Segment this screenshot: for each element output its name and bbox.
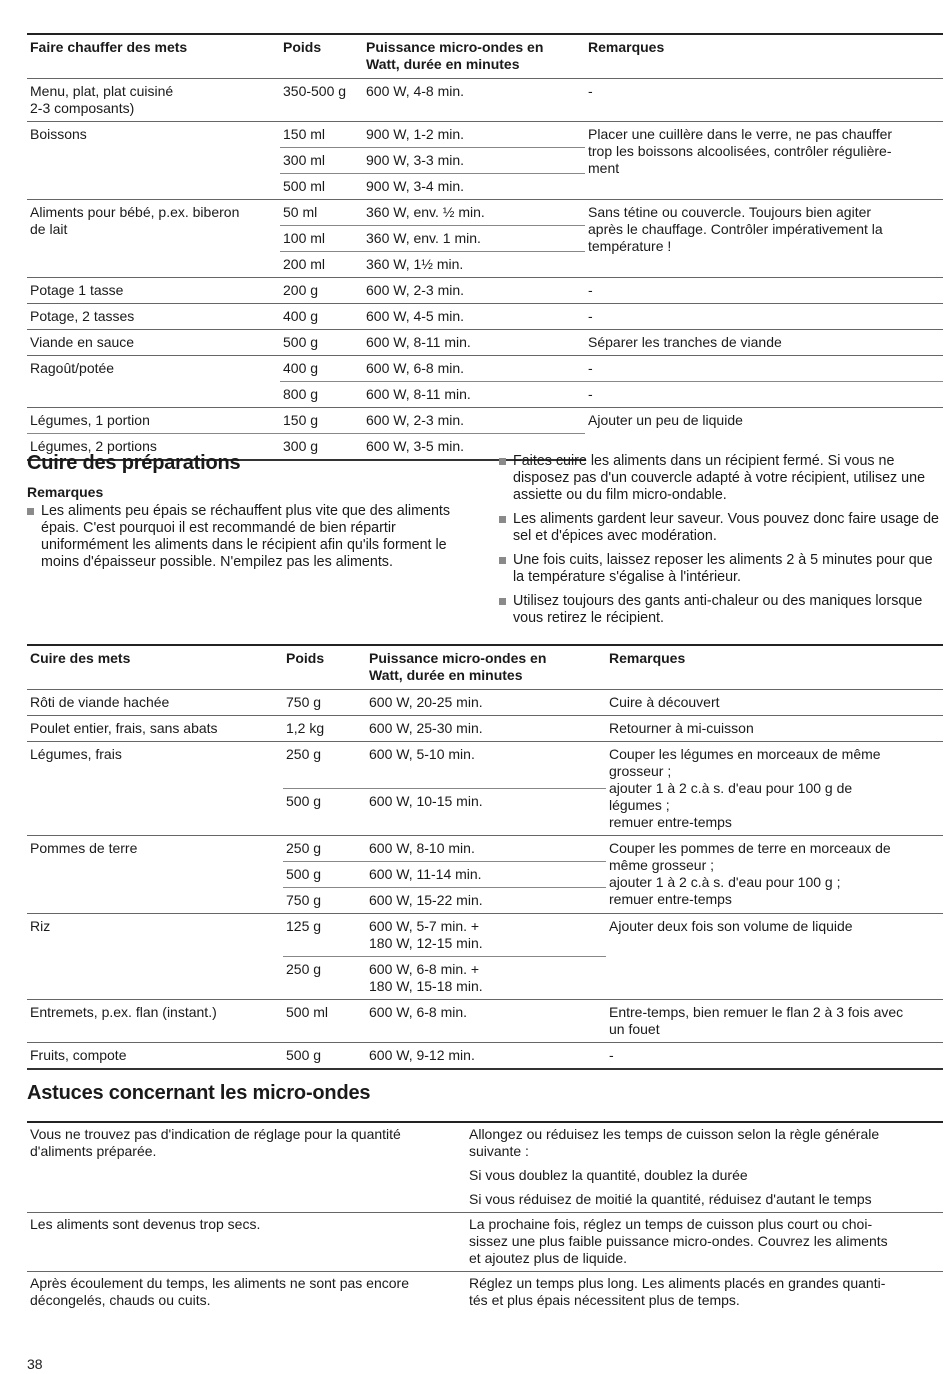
remarks-heading: Remarques	[27, 484, 104, 500]
dish-name: Légumes, frais	[27, 742, 283, 836]
header-weight: Poids	[283, 645, 366, 690]
weight-cell: 125 g	[283, 914, 366, 957]
solution-cell	[466, 1272, 943, 1314]
remark-cell: -	[585, 304, 943, 330]
weight-cell: 500 g	[283, 862, 366, 888]
remark-cell: -	[585, 79, 943, 122]
dish-name: Pommes de terre	[27, 836, 283, 914]
table-row	[27, 200, 943, 226]
header-remarks: Remarques	[606, 645, 943, 690]
solution-text: Si vous doublez la quantité, doublez la durée	[469, 1167, 748, 1183]
bullet-square-icon	[499, 516, 506, 523]
power-cell: 600 W, 4-8 min.	[363, 79, 585, 122]
solution-text: Allongez ou réduisez les temps de cuisson selon la règle générale suivante :	[469, 1126, 880, 1159]
power-cell: 600 W, 2-3 min.	[363, 278, 585, 304]
weight-cell: 800 g	[280, 382, 363, 408]
table-row	[27, 408, 943, 434]
weight-cell: 500 ml	[283, 1000, 366, 1043]
table-row	[27, 79, 943, 122]
cooking-table	[27, 644, 943, 1070]
table-row	[27, 914, 943, 957]
weight-cell: 750 g	[283, 690, 366, 716]
dish-name: Rôti de viande hachée	[27, 690, 283, 716]
remark-cell: Sans tétine ou couvercle. Toujours bien agiter après le chauffage. Contrôler impérativement la température !	[585, 200, 943, 278]
remark-cell: Entre-temps, bien remuer le flan 2 à 3 fois avec un fouet	[606, 1000, 943, 1043]
table-row	[27, 1213, 943, 1272]
dish-name: Aliments pour bébé, p.ex. biberon de lait	[27, 200, 280, 278]
remark-cell: Ajouter un peu de liquide	[585, 408, 943, 461]
table-row	[27, 1272, 943, 1314]
power-cell: 600 W, 25-30 min.	[366, 716, 606, 742]
weight-cell: 300 g	[280, 434, 363, 461]
table-row	[27, 836, 943, 862]
remark-cell: -	[585, 356, 943, 382]
dish-name: Légumes, 2 portions	[27, 434, 280, 461]
header-weight: Poids	[280, 34, 363, 79]
bullet-item	[499, 511, 944, 545]
power-cell: 600 W, 8-11 min.	[363, 330, 585, 356]
table-row	[27, 1122, 943, 1213]
weight-cell: 250 g	[283, 957, 366, 1000]
bullet-text: Une fois cuits, laissez reposer les aliments 2 à 5 minutes pour que la température s'égalise à l'intérieur.	[513, 552, 933, 585]
remark-cell: -	[585, 382, 943, 408]
power-cell: 600 W, 6-8 min. + 180 W, 15-18 min.	[366, 957, 606, 1000]
left-bullet-list	[27, 503, 472, 578]
dish-name: Boissons	[27, 122, 280, 200]
page-number: 38	[27, 1356, 43, 1372]
remark-cell: Ajouter deux fois son volume de liquide	[606, 914, 943, 1000]
weight-cell: 100 ml	[280, 226, 363, 252]
dish-name: Entremets, p.ex. flan (instant.)	[27, 1000, 283, 1043]
bullet-item	[499, 453, 944, 504]
dish-name: Viande en sauce	[27, 330, 280, 356]
power-cell: 600 W, 6-8 min.	[363, 356, 585, 382]
remark-cell: Couper les légumes en morceaux de même grosseur ; ajouter 1 à 2 c.à s. d'eau pour 100 g de légumes ; remuer entre-temps	[606, 742, 943, 836]
power-cell: 600 W, 4-5 min.	[363, 304, 585, 330]
bullet-item	[499, 593, 944, 627]
table-row	[27, 356, 943, 382]
table-row	[27, 278, 943, 304]
weight-cell: 300 ml	[280, 148, 363, 174]
dish-name: Poulet entier, frais, sans abats	[27, 716, 283, 742]
solution-cell	[466, 1122, 943, 1213]
dish-name: Ragoût/potée	[27, 356, 280, 408]
table-row	[27, 690, 943, 716]
power-cell: 600 W, 6-8 min.	[366, 1000, 606, 1043]
solution-text: La prochaine fois, réglez un temps de cuisson plus court ou choi- sissez une plus faible puissance micro-ondes. Couvrez les aliments et ajoutez plus de liquide.	[469, 1216, 888, 1266]
table-row	[27, 330, 943, 356]
bullet-square-icon	[499, 557, 506, 564]
solution-cell	[466, 1213, 943, 1272]
section-title-tips: Astuces concernant les micro-ondes	[27, 1082, 371, 1104]
weight-cell: 150 g	[280, 408, 363, 434]
dish-name: Légumes, 1 portion	[27, 408, 280, 434]
weight-cell: 50 ml	[280, 200, 363, 226]
weight-cell: 350-500 g	[280, 79, 363, 122]
reheat-table	[27, 33, 943, 461]
problem-cell: Après écoulement du temps, les aliments ne sont pas encore décongelés, chauds ou cuits.	[27, 1272, 466, 1314]
remark-cell: Séparer les tranches de viande	[585, 330, 943, 356]
power-cell: 600 W, 11-14 min.	[366, 862, 606, 888]
weight-cell: 750 g	[283, 888, 366, 914]
power-cell: 600 W, 3-5 min.	[363, 434, 585, 461]
power-cell: 360 W, env. 1 min.	[363, 226, 585, 252]
remark-cell: Couper les pommes de terre en morceaux de même grosseur ; ajouter 1 à 2 c.à s. d'eau pour 100 g ; remuer entre-temps	[606, 836, 943, 914]
dish-name: Potage, 2 tasses	[27, 304, 280, 330]
table-header	[27, 34, 943, 79]
weight-cell: 150 ml	[280, 122, 363, 148]
table-row	[27, 122, 943, 148]
table-row	[27, 1043, 943, 1070]
power-cell: 600 W, 9-12 min.	[366, 1043, 606, 1070]
power-cell: 600 W, 20-25 min.	[366, 690, 606, 716]
weight-cell: 250 g	[283, 742, 366, 789]
weight-cell: 200 g	[280, 278, 363, 304]
bullet-text: Les aliments peu épais se réchauffent plus vite que des aliments épais. C'est pourquoi il est recommandé de bien répartir uniformément les aliments dans le récipient afin qu'ils forment le moins d'épaisseur possible. N'empilez pas les aliments.	[41, 503, 451, 570]
bullet-item	[27, 503, 472, 571]
remark-cell: Retourner à mi-cuisson	[606, 716, 943, 742]
power-cell: 900 W, 3-3 min.	[363, 148, 585, 174]
table-header	[27, 645, 943, 690]
header-dish: Faire chauffer des mets	[27, 34, 280, 79]
bullet-text: Faites cuire les aliments dans un récipient fermé. Si vous ne disposez pas d'un couvercle adapté à votre récipient, utilisez une assiette ou du film micro-ondable.	[513, 453, 926, 503]
weight-cell: 400 g	[280, 304, 363, 330]
bullet-text: Utilisez toujours des gants anti-chaleur ou des maniques lorsque vous retirez le récipient.	[513, 593, 923, 626]
weight-cell: 200 ml	[280, 252, 363, 278]
remark-cell: Placer une cuillère dans le verre, ne pas chauffer trop les boissons alcoolisées, contrôler régulière- ment	[585, 122, 943, 200]
bullet-text: Les aliments gardent leur saveur. Vous pouvez donc faire usage de sel et d'épices avec modération.	[513, 511, 940, 544]
dish-name: Fruits, compote	[27, 1043, 283, 1070]
power-cell: 900 W, 1-2 min.	[363, 122, 585, 148]
power-cell: 900 W, 3-4 min.	[363, 174, 585, 200]
weight-cell: 1,2 kg	[283, 716, 366, 742]
bullet-item	[499, 552, 944, 586]
weight-cell: 500 ml	[280, 174, 363, 200]
power-cell: 600 W, 15-22 min.	[366, 888, 606, 914]
power-cell: 600 W, 8-10 min.	[366, 836, 606, 862]
table-row	[27, 742, 943, 789]
table-row	[27, 304, 943, 330]
weight-cell: 500 g	[283, 789, 366, 836]
table-row	[27, 716, 943, 742]
power-cell: 360 W, env. ½ min.	[363, 200, 585, 226]
tips-table	[27, 1121, 943, 1313]
power-cell: 600 W, 10-15 min.	[366, 789, 606, 836]
weight-cell: 400 g	[280, 356, 363, 382]
remark-cell: -	[606, 1043, 943, 1070]
weight-cell: 500 g	[280, 330, 363, 356]
power-cell: 600 W, 8-11 min.	[363, 382, 585, 408]
weight-cell: 500 g	[283, 1043, 366, 1070]
bullet-square-icon	[499, 598, 506, 605]
header-power: Puissance micro-ondes en Watt, durée en minutes	[366, 645, 606, 690]
power-cell: 600 W, 2-3 min.	[363, 408, 585, 434]
dish-name: Menu, plat, plat cuisiné 2-3 composants)	[27, 79, 280, 122]
solution-text: Si vous réduisez de moitié la quantité, réduisez d'autant le temps	[469, 1191, 872, 1207]
table-row	[27, 1000, 943, 1043]
power-cell: 600 W, 5-7 min. + 180 W, 12-15 min.	[366, 914, 606, 957]
bullet-square-icon	[499, 458, 506, 465]
header-dish: Cuire des mets	[27, 645, 283, 690]
problem-cell: Les aliments sont devenus trop secs.	[27, 1213, 466, 1272]
power-cell: 600 W, 5-10 min.	[366, 742, 606, 789]
solution-text: Réglez un temps plus long. Les aliments placés en grandes quanti- tés et plus épais nécessitent plus de temps.	[469, 1275, 886, 1308]
dish-name: Potage 1 tasse	[27, 278, 280, 304]
power-cell: 360 W, 1½ min.	[363, 252, 585, 278]
problem-cell: Vous ne trouvez pas d'indication de réglage pour la quantité d'aliments préparée.	[30, 1126, 401, 1159]
bullet-square-icon	[27, 508, 34, 515]
dish-name: Riz	[27, 914, 283, 1000]
right-bullet-list	[499, 453, 944, 634]
weight-cell: 250 g	[283, 836, 366, 862]
remark-cell: -	[585, 278, 943, 304]
remark-cell: Cuire à découvert	[606, 690, 943, 716]
section-title-cook: Cuire des préparations	[27, 452, 241, 474]
header-remarks: Remarques	[585, 34, 943, 79]
header-power: Puissance micro-ondes en Watt, durée en minutes	[363, 34, 585, 79]
